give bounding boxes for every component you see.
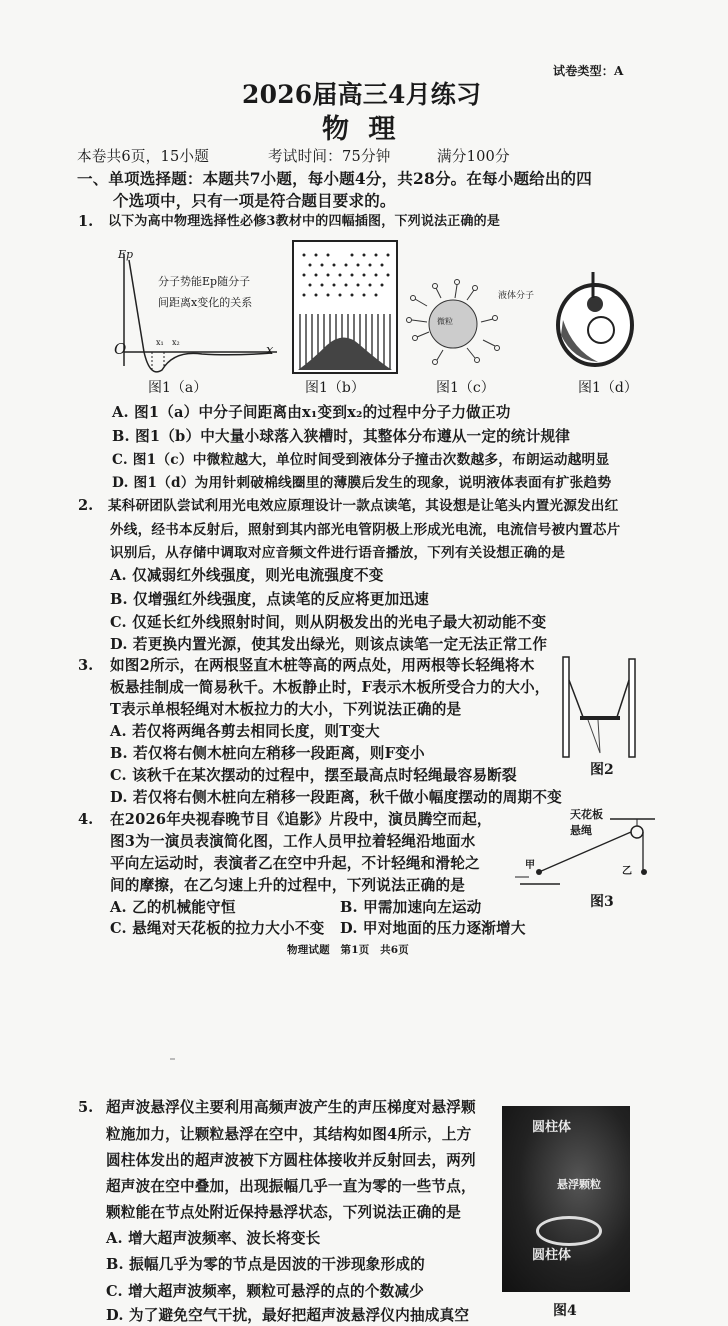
figure-caption: 图1（b）	[305, 380, 365, 396]
question-stem: 在2026年央视春晚节目《追影》片段中，演员腾空而起，	[110, 811, 492, 828]
question-stem: 以下为高中物理选择性必修3教材中的四幅插图，下列说法正确的是	[108, 214, 501, 229]
option-d: D. 为了避免空气干扰，最好把超声波悬浮仪内抽成真空	[106, 1307, 470, 1324]
option-c: C. 图1（c）中微粒越大，单位时间受到液体分子撞击次数越多，布朗运动越明显	[112, 452, 610, 468]
paper-type: 试卷类型：A	[553, 64, 624, 78]
option-d: D. 图1（d）为用针刺破棉线圈里的薄膜后发生的现象，说明液体表面有扩张趋势	[112, 475, 612, 491]
option-d: D. 若仅将右侧木桩向左稍移一段距离，秋千做小幅度摆动的周期不变	[110, 789, 562, 806]
brownian-motion-figure	[405, 278, 505, 368]
swing-figure	[560, 655, 638, 760]
option-a: A. 乙的机械能守恒	[110, 899, 236, 916]
section-heading: 一、单项选择题：本题共7小题，每小题4分，共28分。在每小题给出的四	[77, 169, 592, 188]
option-b: B. 仅增强红外线强度，点读笔的反应将更加迅速	[110, 591, 429, 608]
option-a: A. 增大超声波频率、波长将变长	[106, 1230, 321, 1247]
question-stem: 超声波在空中叠加，出现振幅几乎一直为零的一些节点，	[106, 1178, 476, 1195]
figure-caption: 图4	[553, 1303, 577, 1319]
upper-cylinder-label: 圆柱体	[532, 1120, 572, 1135]
axis-label-x2: x₂	[172, 338, 180, 347]
option-c: C. 仅延长红外线照射时间，则从阴极发出的光电子最大初动能不变	[110, 614, 547, 631]
option-a: A. 若仅将两绳各剪去相同长度，则T变大	[110, 723, 380, 740]
option-a: A. 图1（a）中分子间距离由x₁变到x₂的过程中分子力做正功	[112, 404, 511, 421]
exam-info-score: 满分100分	[437, 148, 510, 165]
option-d: D. 甲对地面的压力逐渐增大	[340, 920, 526, 937]
question-stem: 间的摩擦，在乙匀速上升的过程中，下列说法正确的是	[110, 877, 466, 894]
question-stem: 如图2所示，在两根竖直木桩等高的两点处，用两根等长轻绳将木	[110, 657, 535, 674]
page-footer: 物理试题 第1页 共6页	[287, 944, 410, 956]
option-c: C. 增大超声波频率，颗粒可悬浮的点的个数减少	[106, 1283, 424, 1300]
scan-speck	[170, 1058, 175, 1060]
question-stem: 图3为一演员表演简化图，工作人员甲拉着轻绳沿地面水	[110, 833, 476, 850]
option-b: B. 若仅将右侧木桩向左稍移一段距离，则F变小	[110, 745, 425, 762]
figure-caption: 图3	[590, 894, 614, 910]
ceiling-label: 天花板	[570, 808, 603, 821]
question-number: 1.	[78, 213, 94, 230]
ultrasonic-levitator-photo	[502, 1106, 630, 1292]
axis-label-x1: x₁	[156, 338, 164, 347]
liquid-molecule-label: 液体分子	[498, 291, 535, 301]
axis-label-x: x	[266, 343, 274, 358]
galton-board-figure	[292, 240, 400, 376]
figure-caption: 图1（c）	[436, 380, 495, 396]
particle-label: 微粒	[437, 317, 453, 326]
question-stem: 识别后，从存储中调取对应音频文件进行语音播放，下列有关设想正确的是	[110, 545, 566, 561]
question-stem: 某科研团队尝试利用光电效应原理设计一款点读笔，其设想是让笔头内置光源发出红	[108, 498, 619, 514]
option-c: C. 悬绳对天花板的拉力大小不变	[110, 920, 325, 937]
question-stem: 颗粒能在节点处附近保持悬浮状态，下列说法正确的是	[106, 1204, 462, 1221]
figure-caption: 图1（d）	[578, 380, 638, 396]
ring-shape	[536, 1216, 602, 1246]
option-b: B. 图1（b）中大量小球落入狭槽时，其整体分布遵从一定的统计规律	[112, 428, 571, 445]
section-heading-cont: 个选项中，只有一项是符合题目要求的。	[113, 191, 396, 210]
graph-annotation-cont: 间距离x变化的关系	[158, 296, 253, 309]
axis-origin: O	[114, 340, 127, 358]
question-number: 5.	[78, 1099, 94, 1116]
figure-caption: 图2	[590, 762, 614, 778]
potential-energy-graph	[112, 248, 282, 373]
question-stem: 圆柱体发出的超声波被下方圆柱体接收并反射回去，两列	[106, 1152, 476, 1169]
question-stem: 超声波悬浮仪主要利用高频声波产生的声压梯度对悬浮颗	[106, 1099, 476, 1116]
question-stem: 粒施加力，让颗粒悬浮在空中，其结构如图4所示，上方	[106, 1126, 472, 1143]
question-number: 2.	[78, 497, 94, 514]
subject-title: 物 理	[322, 114, 396, 145]
question-stem: 板悬挂制成一简易秋千。木板静止时，F表示木板所受合力的大小，	[110, 679, 550, 696]
person-yi-label: 乙	[622, 866, 632, 877]
option-c: C. 该秋千在某次摆动的过程中，摆至最高点时轻绳最容易断裂	[110, 767, 517, 784]
rope-label: 悬绳	[570, 824, 592, 837]
axis-label-ep: Ep	[118, 248, 134, 261]
question-number: 4.	[78, 811, 94, 828]
exam-title: 2026届高三4月练习	[242, 80, 482, 109]
question-number: 3.	[78, 657, 94, 674]
question-stem: 平向左运动时，表演者乙在空中升起，不计轻绳和滑轮之	[110, 855, 480, 872]
figure-caption: 图1（a）	[148, 380, 208, 396]
person-jia-label: 甲	[525, 860, 535, 871]
graph-annotation: 分子势能Ep随分子	[158, 275, 251, 288]
option-b: B. 甲需加速向左运动	[340, 899, 482, 916]
question-stem: T表示单根轻绳对木板拉力的大小，下列说法正确的是	[110, 701, 462, 718]
question-stem: 外线，经书本反射后，照射到其内部光电管阴极上形成光电流，电流信号被内置芯片	[110, 522, 621, 538]
option-a: A. 仅减弱红外线强度，则光电流强度不变	[110, 567, 384, 584]
option-d: D. 若更换内置光源，使其发出绿光，则该点读笔一定无法正常工作	[110, 636, 548, 653]
thread-loop-film-figure	[553, 270, 638, 370]
exam-info-time: 考试时间：75分钟	[268, 148, 391, 165]
particle-label: 悬浮颗粒	[557, 1178, 601, 1191]
exam-info-pages: 本卷共6页，15小题	[77, 148, 210, 165]
lower-cylinder-label: 圆柱体	[532, 1248, 572, 1263]
option-b: B. 振幅几乎为零的节点是因波的干涉现象形成的	[106, 1256, 425, 1273]
